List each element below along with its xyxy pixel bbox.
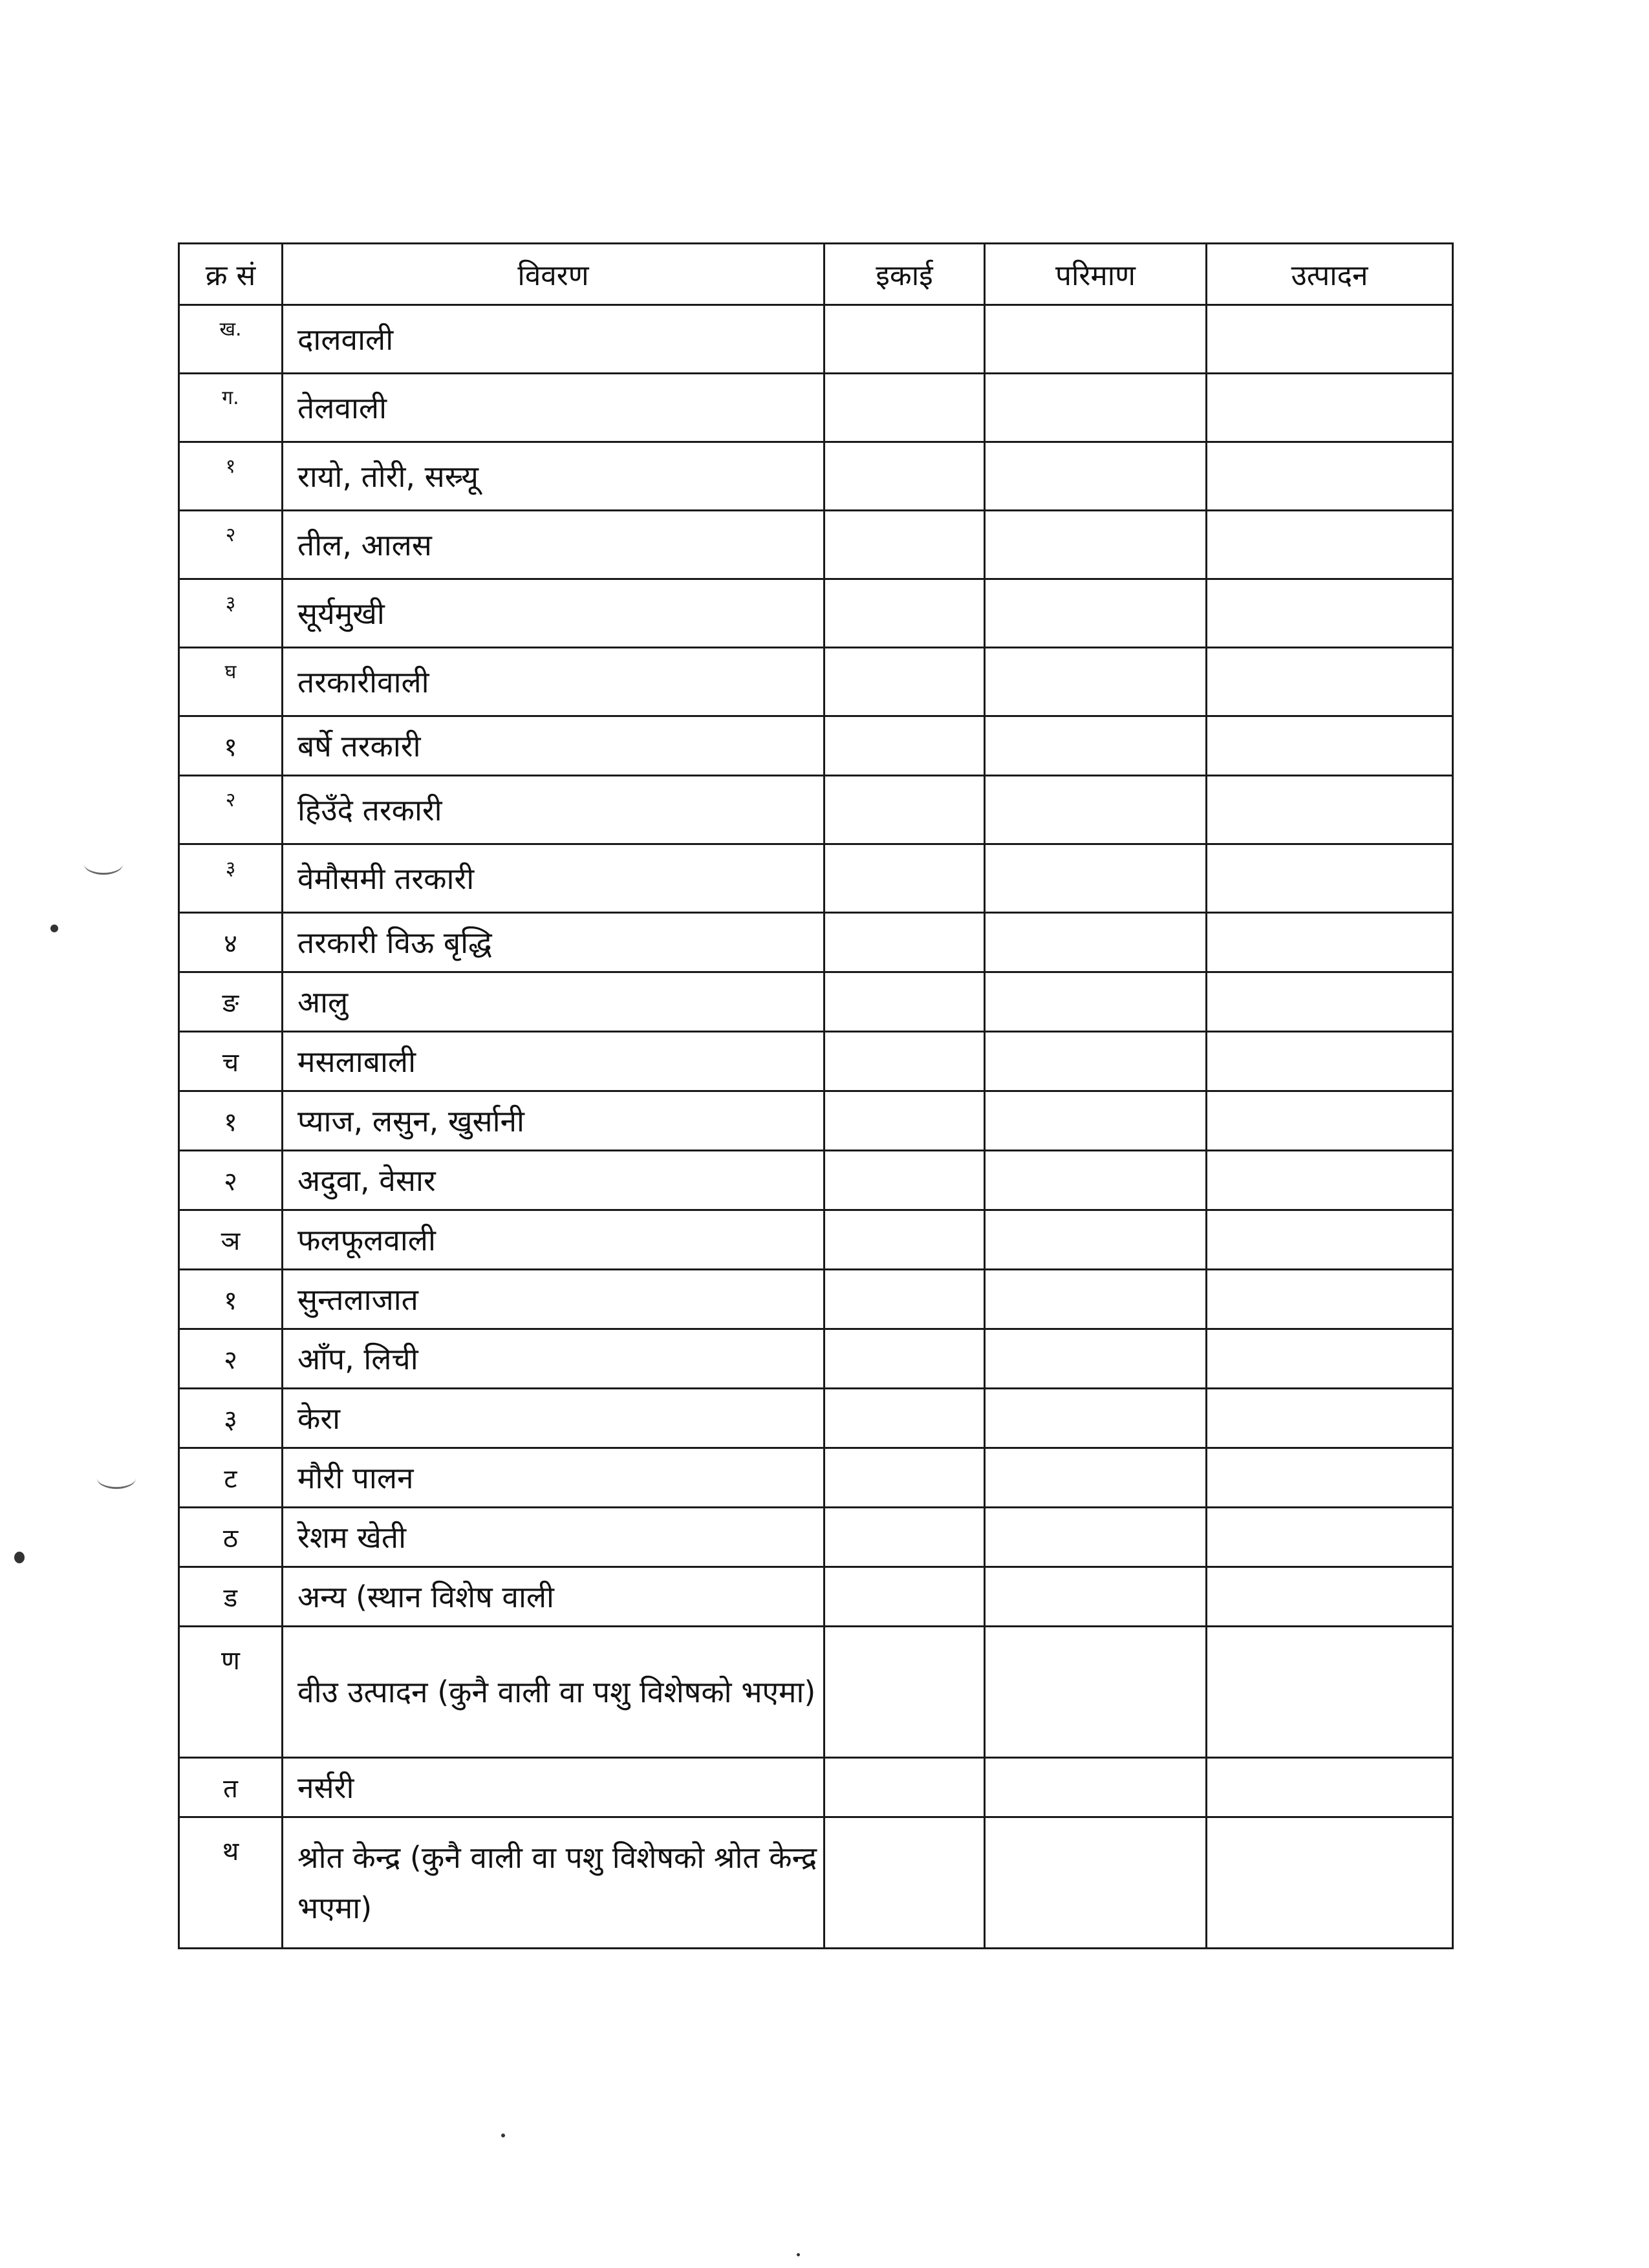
quantity-cell[interactable]: [985, 1210, 1207, 1270]
table-row: [179, 1329, 1453, 1389]
row-description: आलु: [283, 972, 824, 1032]
row-description: नर्सरी: [283, 1758, 824, 1817]
scan-smudge: [97, 1468, 136, 1489]
row-description: दालवाली: [283, 305, 824, 374]
scan-smudge: [84, 853, 123, 875]
row-serial: ४: [179, 913, 283, 972]
table-row: [179, 1270, 1453, 1329]
unit-cell[interactable]: [824, 1627, 985, 1758]
row-serial: १: [179, 716, 283, 776]
row-description: आँप, लिची: [283, 1329, 824, 1389]
table-row: [179, 648, 1453, 716]
row-description: तरकारीवाली: [283, 648, 824, 716]
scan-speck: [14, 1552, 25, 1563]
production-cell[interactable]: [1207, 1032, 1453, 1091]
row-description: तरकारी विऊ बृद्धि: [283, 913, 824, 972]
quantity-cell[interactable]: [985, 442, 1207, 511]
header-unit: इकाई: [824, 244, 985, 305]
quantity-cell[interactable]: [985, 1627, 1207, 1758]
row-description: बर्षे तरकारी: [283, 716, 824, 776]
unit-cell[interactable]: [824, 1389, 985, 1448]
row-description: रेशम खेती: [283, 1508, 824, 1567]
table-row: [179, 844, 1453, 913]
table-row: [179, 716, 1453, 776]
unit-cell[interactable]: [824, 374, 985, 442]
table-row: [179, 913, 1453, 972]
production-cell[interactable]: [1207, 1091, 1453, 1151]
quantity-cell[interactable]: [985, 374, 1207, 442]
production-table: [178, 242, 1454, 1949]
production-cell[interactable]: [1207, 1151, 1453, 1210]
quantity-cell[interactable]: [985, 1448, 1207, 1508]
production-cell[interactable]: [1207, 1270, 1453, 1329]
quantity-cell[interactable]: [985, 1758, 1207, 1817]
unit-cell[interactable]: [824, 1758, 985, 1817]
production-cell[interactable]: [1207, 1448, 1453, 1508]
production-cell[interactable]: [1207, 442, 1453, 511]
unit-cell[interactable]: [824, 913, 985, 972]
quantity-cell[interactable]: [985, 1151, 1207, 1210]
row-serial: ञ: [179, 1210, 283, 1270]
row-description: सुन्तलाजात: [283, 1270, 824, 1329]
table-row: [179, 511, 1453, 579]
row-description: तील, आलस: [283, 511, 824, 579]
row-description: अन्य (स्थान विशेष वाली: [283, 1567, 824, 1627]
quantity-cell[interactable]: [985, 1032, 1207, 1091]
header-serial: क्र सं: [179, 244, 283, 305]
unit-cell[interactable]: [824, 442, 985, 511]
table-row: [179, 374, 1453, 442]
quantity-cell[interactable]: [985, 1389, 1207, 1448]
row-serial: त: [179, 1758, 283, 1817]
row-description: अदुवा, वेसार: [283, 1151, 824, 1210]
row-serial: २: [179, 1151, 283, 1210]
row-description: वीउ उत्पादन (कुनै वाली वा पशु विशेषको भएमा): [283, 1627, 824, 1758]
table-row: [179, 1389, 1453, 1448]
table-row: [179, 1817, 1453, 1949]
unit-cell[interactable]: [824, 1329, 985, 1389]
production-cell[interactable]: [1207, 844, 1453, 913]
table-row: [179, 442, 1453, 511]
production-cell[interactable]: [1207, 1210, 1453, 1270]
quantity-cell[interactable]: [985, 716, 1207, 776]
row-description: मौरी पालन: [283, 1448, 824, 1508]
row-description: प्याज, लसुन, खुर्सानी: [283, 1091, 824, 1151]
unit-cell[interactable]: [824, 648, 985, 716]
production-cell[interactable]: [1207, 579, 1453, 648]
header-row: [179, 244, 1453, 305]
row-serial: ङ: [179, 972, 283, 1032]
row-serial: च: [179, 1032, 283, 1091]
table-row: [179, 1758, 1453, 1817]
row-serial: थ: [179, 1817, 283, 1949]
row-serial: ठ: [179, 1508, 283, 1567]
unit-cell[interactable]: [824, 1151, 985, 1210]
table-row: [179, 776, 1453, 844]
row-serial: १: [179, 442, 283, 511]
row-description: मसलाबाली: [283, 1032, 824, 1091]
unit-cell[interactable]: [824, 511, 985, 579]
production-cell[interactable]: [1207, 1627, 1453, 1758]
unit-cell[interactable]: [824, 1508, 985, 1567]
production-cell[interactable]: [1207, 305, 1453, 374]
production-cell[interactable]: [1207, 1567, 1453, 1627]
unit-cell[interactable]: [824, 1210, 985, 1270]
row-serial: ३: [179, 1389, 283, 1448]
row-description: तेलवाली: [283, 374, 824, 442]
table-body: [179, 305, 1453, 1949]
row-description: हिउँदे तरकारी: [283, 776, 824, 844]
header-production: उत्पादन: [1207, 244, 1453, 305]
table-row: [179, 1567, 1453, 1627]
unit-cell[interactable]: [824, 972, 985, 1032]
row-serial: २: [179, 776, 283, 844]
row-serial: २: [179, 1329, 283, 1389]
row-serial: घ: [179, 648, 283, 716]
unit-cell[interactable]: [824, 1091, 985, 1151]
scan-speck: [501, 2134, 505, 2137]
quantity-cell[interactable]: [985, 1817, 1207, 1949]
production-cell[interactable]: [1207, 511, 1453, 579]
row-serial: ३: [179, 844, 283, 913]
row-serial: ३: [179, 579, 283, 648]
quantity-cell[interactable]: [985, 844, 1207, 913]
production-cell[interactable]: [1207, 1817, 1453, 1949]
table-row: [179, 1091, 1453, 1151]
row-description: केरा: [283, 1389, 824, 1448]
row-serial: ख.: [179, 305, 283, 374]
unit-cell[interactable]: [824, 716, 985, 776]
unit-cell[interactable]: [824, 305, 985, 374]
scan-speck: [50, 925, 58, 932]
unit-cell[interactable]: [824, 1817, 985, 1949]
row-description: रायो, तोरी, सस्र्यू: [283, 442, 824, 511]
table-row: [179, 305, 1453, 374]
unit-cell[interactable]: [824, 1448, 985, 1508]
table-row: [179, 579, 1453, 648]
quantity-cell[interactable]: [985, 1270, 1207, 1329]
production-cell[interactable]: [1207, 716, 1453, 776]
quantity-cell[interactable]: [985, 1508, 1207, 1567]
production-cell[interactable]: [1207, 648, 1453, 716]
row-serial: ण: [179, 1627, 283, 1758]
table-row: [179, 1448, 1453, 1508]
scan-speck: [797, 2253, 800, 2256]
unit-cell[interactable]: [824, 579, 985, 648]
table-row: [179, 972, 1453, 1032]
production-cell[interactable]: [1207, 913, 1453, 972]
quantity-cell[interactable]: [985, 305, 1207, 374]
unit-cell[interactable]: [824, 776, 985, 844]
table-row: [179, 1627, 1453, 1758]
quantity-cell[interactable]: [985, 972, 1207, 1032]
row-serial: ट: [179, 1448, 283, 1508]
production-cell[interactable]: [1207, 972, 1453, 1032]
unit-cell[interactable]: [824, 844, 985, 913]
quantity-cell[interactable]: [985, 579, 1207, 648]
row-serial: ग.: [179, 374, 283, 442]
row-serial: १: [179, 1091, 283, 1151]
quantity-cell[interactable]: [985, 1567, 1207, 1627]
row-description: सूर्यमुखी: [283, 579, 824, 648]
row-serial: ड: [179, 1567, 283, 1627]
unit-cell[interactable]: [824, 1567, 985, 1627]
table-row: [179, 1032, 1453, 1091]
unit-cell[interactable]: [824, 1270, 985, 1329]
header-description: विवरण: [283, 244, 824, 305]
row-description: फलफूलवाली: [283, 1210, 824, 1270]
quantity-cell[interactable]: [985, 1091, 1207, 1151]
quantity-cell[interactable]: [985, 1329, 1207, 1389]
quantity-cell[interactable]: [985, 776, 1207, 844]
row-description: श्रोत केन्द्र (कुनै वाली वा पशु विशेषको श्रोत केन्द्र भएमा): [283, 1817, 824, 1949]
production-cell[interactable]: [1207, 1389, 1453, 1448]
table-row: [179, 1508, 1453, 1567]
row-serial: १: [179, 1270, 283, 1329]
quantity-cell[interactable]: [985, 913, 1207, 972]
production-cell[interactable]: [1207, 776, 1453, 844]
unit-cell[interactable]: [824, 1032, 985, 1091]
production-cell[interactable]: [1207, 1508, 1453, 1567]
table-row: [179, 1151, 1453, 1210]
production-cell[interactable]: [1207, 374, 1453, 442]
header-quantity: परिमाण: [985, 244, 1207, 305]
quantity-cell[interactable]: [985, 511, 1207, 579]
quantity-cell[interactable]: [985, 648, 1207, 716]
production-cell[interactable]: [1207, 1329, 1453, 1389]
row-description: वेमौसमी तरकारी: [283, 844, 824, 913]
table-row: [179, 1210, 1453, 1270]
production-cell[interactable]: [1207, 1758, 1453, 1817]
row-serial: २: [179, 511, 283, 579]
